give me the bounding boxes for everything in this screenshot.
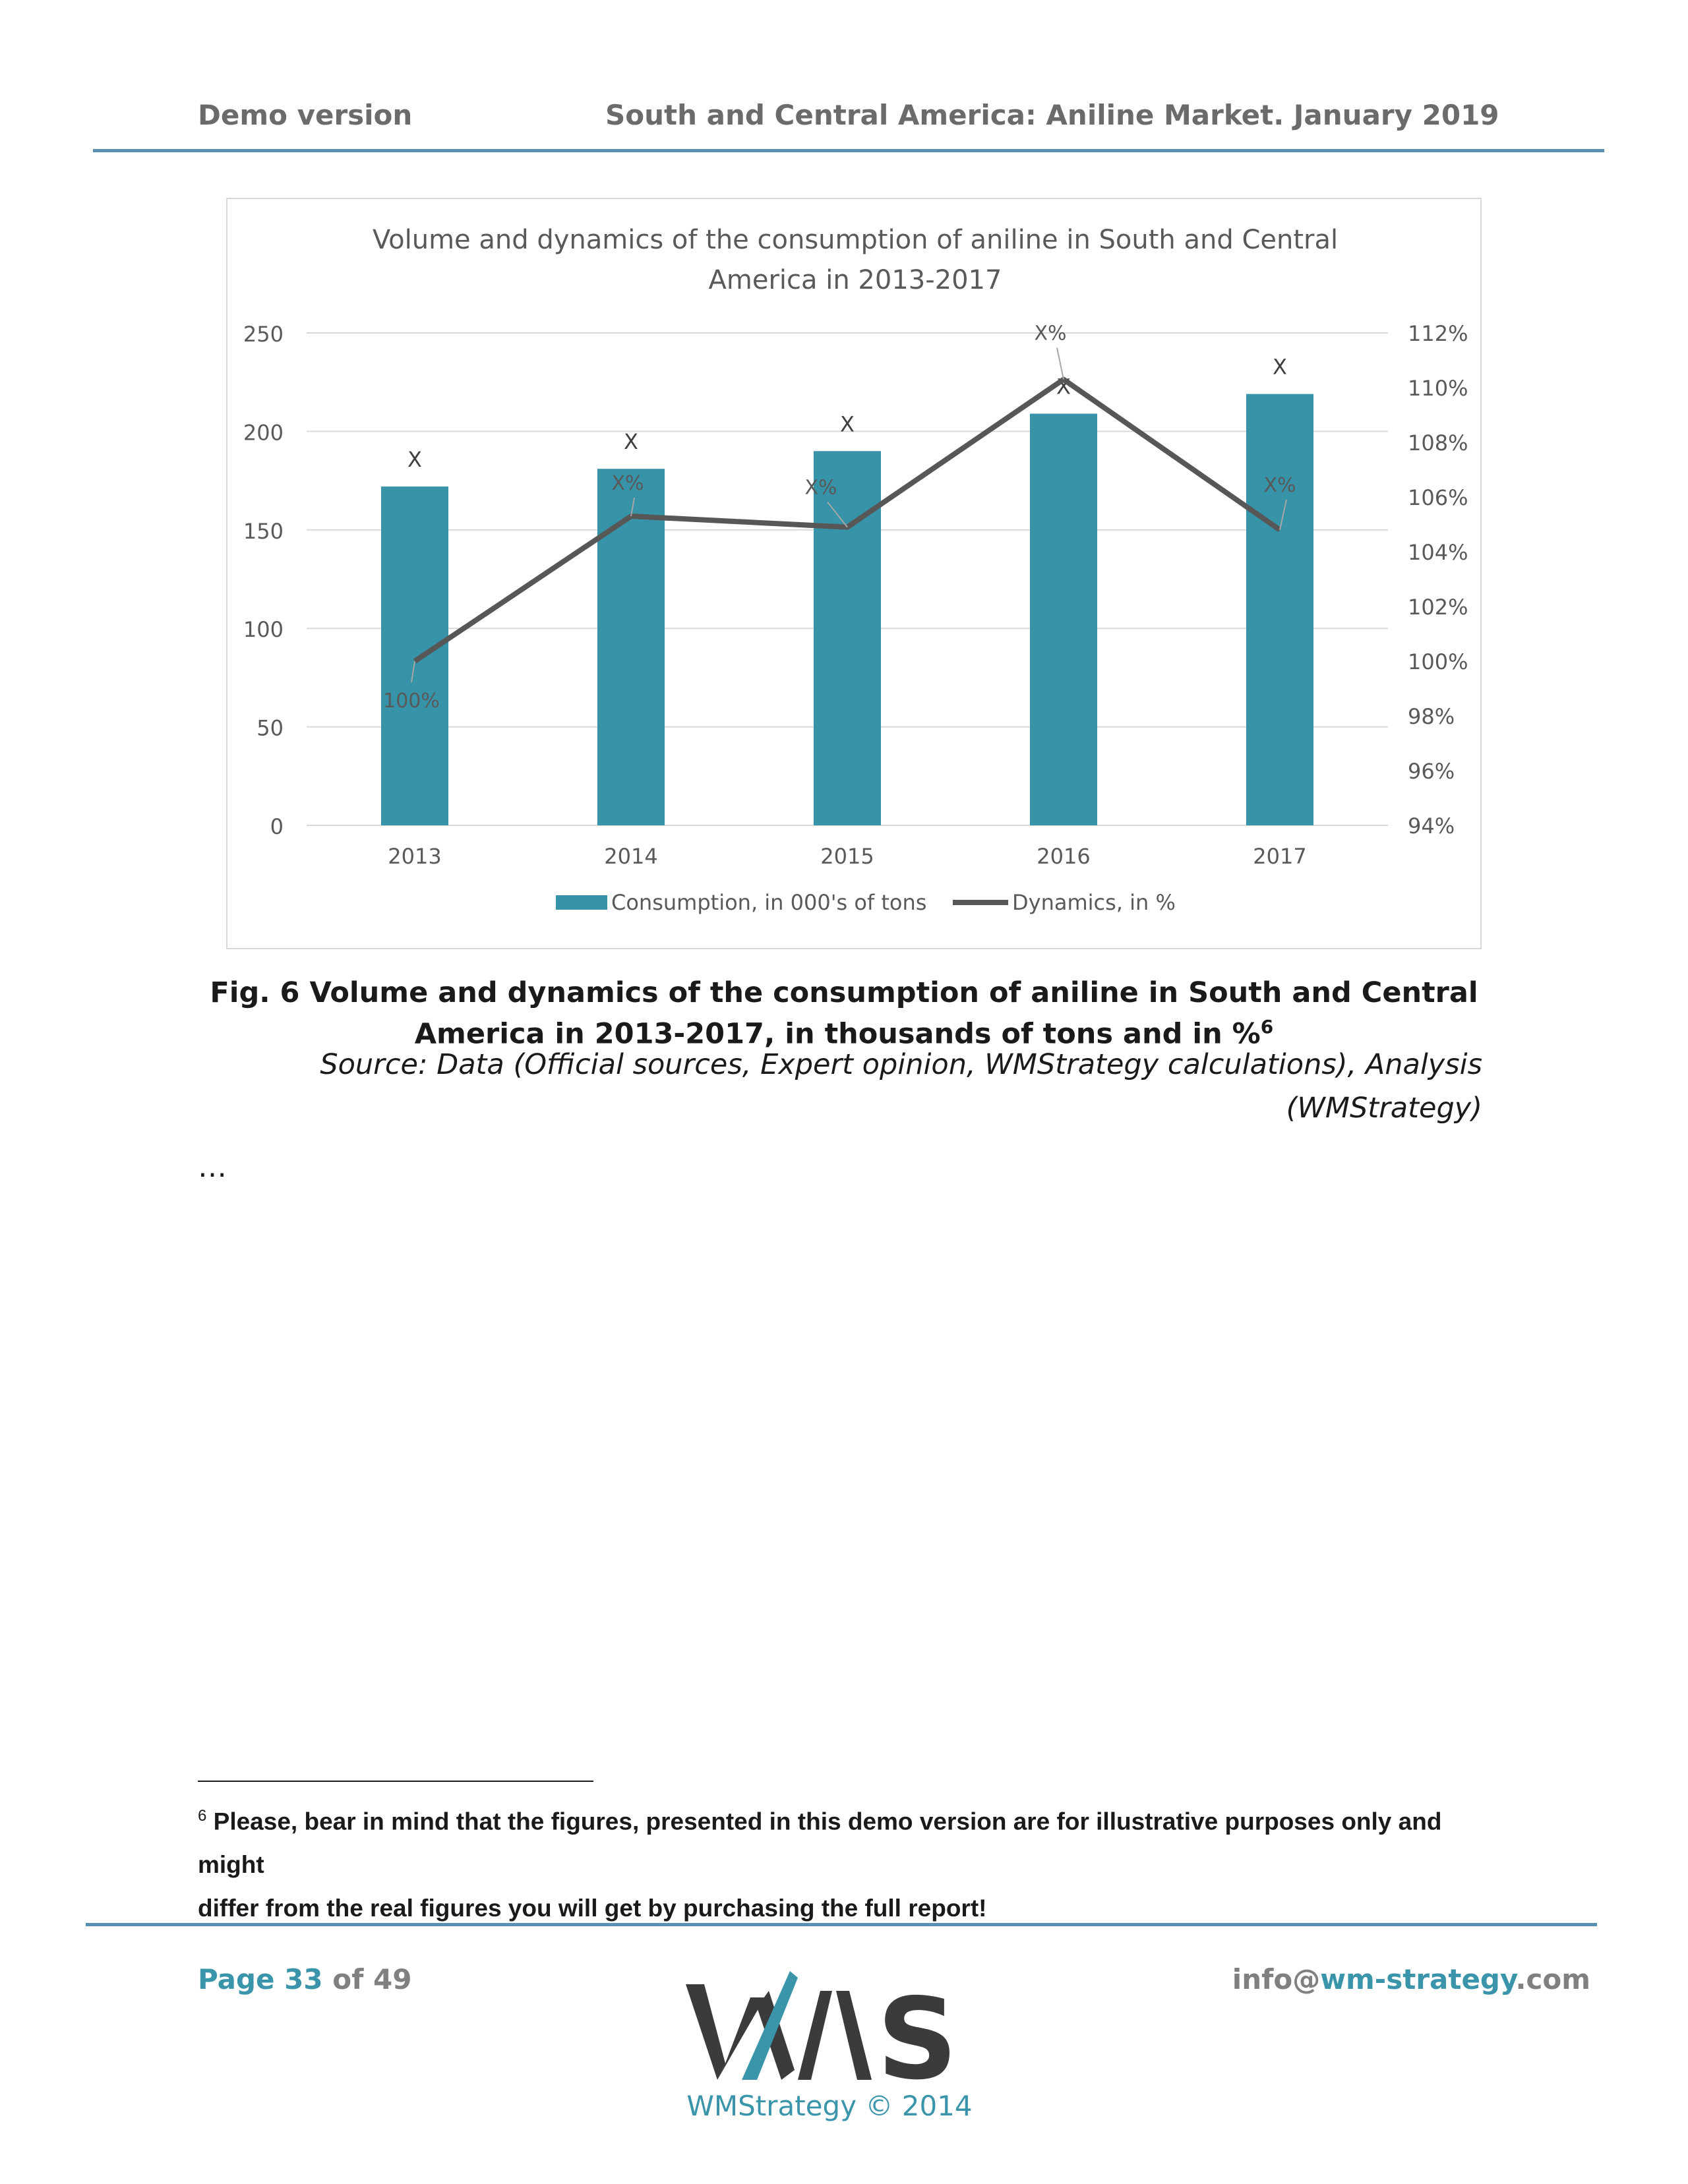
chart-container: [226, 198, 1482, 949]
page-word: Page: [198, 1963, 275, 1995]
email-tld: .com: [1515, 1963, 1590, 1995]
line-data-label: X%: [1263, 473, 1296, 497]
footnote: [198, 1794, 1490, 1930]
y-right-tick-label: 102%: [1408, 595, 1468, 620]
footnote-text-1: Please, bear in mind that the figures, presented in this demo version are for illustrative purposes only and might: [198, 1808, 1442, 1879]
header-doc-version: Demo version: [198, 99, 413, 131]
y-left-tick-label: 250: [243, 322, 284, 347]
page-number: [198, 1963, 411, 1995]
svg-text:S: S: [877, 1974, 958, 2090]
legend-swatch-consumption: [556, 895, 607, 910]
footnote-line-1: [198, 1794, 1490, 1887]
y-right-tick-label: 94%: [1408, 813, 1455, 839]
line-data-label: 100%: [383, 690, 440, 713]
email-domain: wm-strategy: [1320, 1963, 1516, 1995]
line-data-label: X%: [1034, 322, 1067, 345]
y-left-tick-label: 150: [243, 518, 284, 544]
y-left-tick-label: 0: [270, 814, 284, 839]
header-divider: [93, 149, 1604, 152]
bar-data-label: X: [624, 429, 638, 455]
source-line-2: (WMStrategy): [1286, 1092, 1482, 1125]
y-right-tick-label: 112%: [1408, 321, 1468, 346]
content-ellipsis: …: [198, 1150, 227, 1184]
x-tick-label: 2013: [388, 844, 442, 869]
email-user: info@: [1232, 1963, 1321, 1995]
y-right-tick-label: 110%: [1408, 376, 1468, 401]
footnote-number: 6: [198, 1807, 207, 1825]
caption-line-2-text: America in 2013-2017, in thousands of tons and in %: [414, 1017, 1261, 1051]
bar-data-label: X: [1056, 374, 1071, 399]
legend-label-dynamics: Dynamics, in %: [1012, 890, 1176, 915]
logo-caption: WMStrategy © 2014: [686, 2090, 973, 2122]
y-right-tick-label: 96%: [1408, 759, 1455, 784]
page-current: 33: [284, 1963, 323, 1995]
x-tick-label: 2015: [820, 844, 874, 869]
y-right-tick-label: 100%: [1408, 649, 1468, 674]
y-right-tick-label: 108%: [1408, 430, 1468, 456]
y-left-tick-label: 100: [243, 617, 284, 643]
wms-logo-icon: [679, 1971, 989, 2090]
footnote-divider: [198, 1781, 593, 1782]
figure-caption: [198, 976, 1490, 1051]
bar-data-label: X: [407, 447, 422, 473]
y-right-tick-label: 98%: [1408, 704, 1455, 729]
legend-label-consumption: Consumption, in 000's of tons: [611, 890, 927, 915]
header-report-title: South and Central America: Aniline Market. January 2019: [605, 99, 1499, 131]
y-right-tick-label: 106%: [1408, 485, 1468, 510]
footnote-line-2: differ from the real figures you will get by purchasing the full report!: [198, 1895, 987, 1922]
x-tick-label: 2017: [1253, 844, 1307, 869]
y-left-tick-label: 200: [243, 420, 284, 446]
source-line-1: Source: Data (Official sources, Expert opinion, WMStrategy calculations), Analysis: [320, 1048, 1482, 1081]
bar-data-label: X: [1273, 354, 1287, 380]
footer-divider: [86, 1923, 1597, 1926]
chart-title-line: Volume and dynamics of the consumption of aniline in South and Central: [372, 225, 1339, 255]
bar-consumption: [381, 487, 448, 825]
page-total: of 49: [332, 1963, 412, 1995]
bar-data-label: X: [840, 411, 855, 437]
y-left-tick-label: 50: [256, 715, 284, 741]
caption-footnote-ref: 6: [1260, 1016, 1274, 1038]
contact-email[interactable]: [1232, 1963, 1590, 1995]
figure-source: [198, 1043, 1482, 1130]
bar-consumption: [1246, 394, 1313, 825]
bar-consumption: [597, 469, 665, 825]
bar-consumption: [814, 451, 881, 825]
bar-consumption: [1030, 414, 1097, 825]
line-data-label: X%: [611, 472, 644, 496]
caption-line-1: Fig. 6 Volume and dynamics of the consumption of aniline in South and Central: [210, 976, 1478, 1009]
combo-chart: [227, 199, 1483, 951]
chart-title-line: America in 2013-2017: [708, 265, 1002, 295]
line-data-label: X%: [804, 476, 837, 500]
y-right-tick-label: 104%: [1408, 540, 1468, 565]
x-tick-label: 2014: [604, 844, 658, 869]
x-tick-label: 2016: [1037, 844, 1091, 869]
